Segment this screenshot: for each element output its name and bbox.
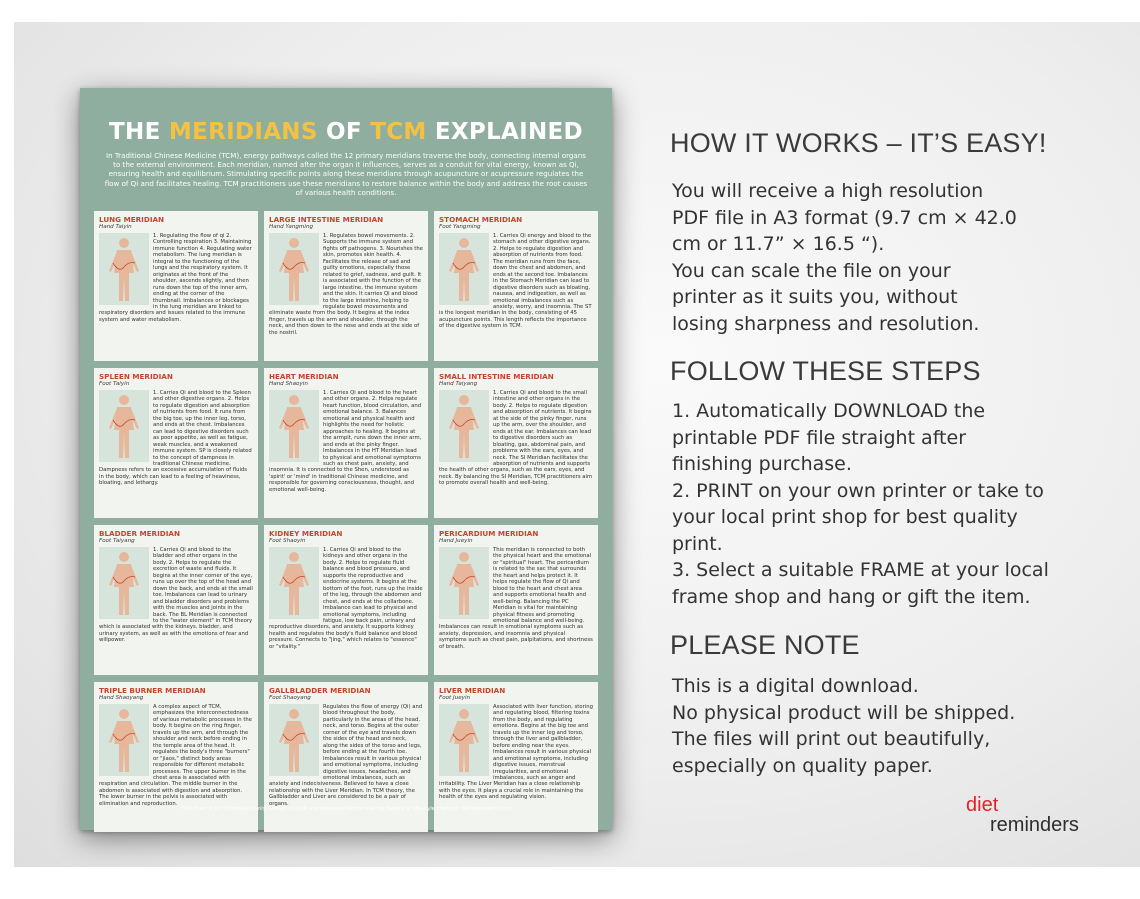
meridian-card-body bbox=[269, 547, 423, 650]
brand-logo-diet: diet bbox=[966, 794, 999, 816]
meridian-card-subtitle: Foot Shaoyin bbox=[269, 538, 306, 544]
how-line: printer as it suits you, without bbox=[672, 286, 958, 308]
brand-logo-reminders: reminders bbox=[990, 814, 1079, 836]
note-line: The files will print out beautifully, bbox=[672, 728, 991, 750]
meridian-card-body bbox=[439, 390, 593, 487]
note-line: This is a digital download. bbox=[672, 675, 919, 697]
meridian-card-subtitle: Foot Shaoyang bbox=[269, 695, 311, 701]
meridian-card-text: 1. Carries Qi and blood to the Spleen and other digestive organs. 2. Helps to regulate digestion and absorption of nutrients from food. It runs from the big toe, up the inner leg, torso, and ends at the chest. Imbalances can lead to digestive disorders such as poor appetite, as well as fatigue, weak muscles, and a weakened immune system. SP is closely related to the concept of dampness in traditional Chinese medicine. Dampness refers to an excessive accumulation of fluids in the body, which can lead to a feeling of heaviness, bloating, and lethargy. bbox=[99, 390, 252, 487]
body-figure-illustration bbox=[269, 390, 319, 462]
meridian-card bbox=[264, 525, 428, 675]
meridian-card-subtitle: Hand Jueyin bbox=[439, 538, 473, 544]
meridian-card bbox=[434, 525, 598, 675]
meridian-card-text: A complex aspect of TCM, emphasizes the interconnectedness of various metabolic processes in the body. It begins on the ring finger, travels up the arm, and through the shoulder and neck before ending in the temple area of the head. It regulates the body's three "burners" or "jiaos," distinct body areas responsible for different metabolic processes. The upper burner in the chest area is associated with respiration and circulation. The middle burner in the abdomen is associated with digestion and absorption. The lower burner in the pelvis is associated with elimination and reproduction. bbox=[99, 704, 253, 807]
body-figure-illustration bbox=[269, 233, 319, 305]
meridian-card-title: KIDNEY MERIDIAN bbox=[269, 529, 343, 538]
meridian-card-subtitle: Foot Taiyin bbox=[99, 381, 130, 387]
meridian-card-body bbox=[99, 390, 253, 487]
body-figure-illustration bbox=[439, 233, 489, 305]
meridian-card-subtitle: Hand Taiyang bbox=[439, 381, 478, 387]
step-line: 1. Automatically DOWNLOAD the bbox=[672, 400, 986, 422]
meridian-card-title: LIVER MERIDIAN bbox=[439, 686, 506, 695]
meridian-card-text: 1. Carries Qi and blood to the kidneys and other organs in the body. 2. Helps to regulate fluid balance and blood pressure, and supports the reproductive and endocrine systems. It begins at the bottom of the foot, runs up the inside of the leg, through the abdomen and chest, and ends at the collarbone. Imbalance can lead to physical and emotional symptoms, including fatigue, low back pain, urinary and reproductive disorders, and anxiety. It supports kidney health and regulates the body's fluid balance and blood pressure. Connects to "jing," which relates to "essence" or "vitality." bbox=[269, 547, 423, 650]
step-line: printable PDF file straight after bbox=[672, 426, 967, 449]
meridian-card-body bbox=[439, 233, 593, 330]
poster-disclaimer: This chart is for information only. Always consult a professional before making dietary or life-style changes. dietreminders.com bbox=[181, 806, 511, 812]
meridian-card-body bbox=[99, 233, 253, 323]
meridian-card-title: GALLBLADDER MERIDIAN bbox=[269, 686, 371, 695]
meridian-card bbox=[264, 211, 428, 361]
meridian-card-text: 1. Carries Qi and blood to the heart and other organs. 2. Helps regulate heart function, blood circulation, and emotional balance. 3. Balances emotional and physical health and highlights the need for holistic approaches to healing. It begins at the armpit, runs down the inner arm, and ends at the pinky finger. Imbalances in the HT Meridian lead to physical and emotional symptoms such as chest pain, anxiety, and insomnia. It is connected to the Shen, understood as 'spirit' or 'mind' in traditional Chinese medicine, and responsible for governing consciousness, thought, and emotional well-being. bbox=[269, 390, 422, 493]
meridian-card-subtitle: Foot Taiyang bbox=[99, 538, 135, 544]
body-figure-illustration bbox=[439, 547, 489, 619]
meridian-card bbox=[94, 368, 258, 518]
title-part-of: OF bbox=[317, 119, 371, 145]
meridian-card-text: 1. Carries Qi and blood to the bladder and other organs in the body. 2. Helps to regulate the excretion of waste and fluids. It begins at the inner corner of the eye, runs up over the top of the head and down the back, and ends at the small toe. Imbalances can lead to urinary and bladder disorders and problems with the muscles and joints in the back. The BL Meridian is connected to the "water element" in TCM theory which is associated with the kidneys, bladder, and urinary system, as well as with the emotions of fear and willpower. bbox=[99, 547, 253, 644]
meridian-card-body bbox=[269, 390, 423, 493]
title-part-the: THE bbox=[109, 119, 169, 145]
step-line: 2. PRINT on your own printer or take to bbox=[672, 479, 1044, 502]
step-line: finishing purchase. bbox=[672, 453, 852, 475]
body-figure-illustration bbox=[439, 390, 489, 462]
follow-steps-heading: FOLLOW THESE STEPS bbox=[670, 356, 981, 386]
meridian-card-subtitle: Hand Shaoyin bbox=[269, 381, 308, 387]
meridian-card-title: BLADDER MERIDIAN bbox=[99, 529, 180, 538]
meridian-card-text: 1. Regulates bowel movements. 2. Supports the immune system and fights off pathogens. 3. Nourishes the skin, promotes skin health. 4. Facilitates the release of sad and guilty emotions, especially those related to grief, sadness, and guilt. It is associated with the function of the large intestine, the immune system and the skin. It carries Qi and blood to the large intestine, helping to regulate bowel movements and eliminate waste from the body. It begins at the index finger, travels up the arm and shoulder, through the neck, and then down to the nose and ends at the side of the nostril. bbox=[269, 233, 423, 336]
meridian-card bbox=[94, 525, 258, 675]
title-part-meridians: MERIDIANS bbox=[168, 119, 318, 145]
meridian-card-subtitle: Hand Yangming bbox=[269, 224, 314, 230]
how-line: PDF file in A3 format (9.7 cm × 42.0 bbox=[672, 206, 1017, 229]
step-line: frame shop and hang or gift the item. bbox=[672, 585, 1031, 608]
how-line: You will receive a high resolution bbox=[672, 180, 984, 202]
note-line: especially on quality paper. bbox=[672, 754, 933, 777]
body-figure-illustration bbox=[269, 547, 319, 619]
meridian-card-title: HEART MERIDIAN bbox=[269, 372, 339, 381]
meridian-card bbox=[434, 368, 598, 518]
how-it-works-heading: HOW IT WORKS – IT’S EASY! bbox=[670, 128, 1047, 158]
meridian-card bbox=[94, 211, 258, 361]
meridian-card-title: STOMACH MERIDIAN bbox=[439, 215, 523, 224]
how-line: You can scale the file on your bbox=[672, 259, 951, 282]
meridian-card-body bbox=[269, 704, 423, 807]
step-line: your local print shop for best quality bbox=[672, 506, 1018, 528]
meridian-card-body bbox=[439, 704, 593, 801]
meridian-card-subtitle: Foot Jueyin bbox=[439, 695, 471, 701]
meridian-card-text: 1. Carries Qi energy and blood to the stomach and other digestive organs. 2. Helps to regulate digestion and absorption of nutrients from food. The meridian runs from the face, down the chest and abdomen, and ends at the second toe. Imbalances in the Stomach Meridian can lead to digestive disorders such as bloating, nausea, and indigestion, as well as emotional imbalances such as anxiety, worry, and insomnia. The ST is the longest meridian in the body, consisting of 45 acupuncture points. This length reflects the importance of the digestive system in TCM. bbox=[439, 233, 592, 330]
meridian-card-body bbox=[99, 547, 253, 644]
poster-intro: In Traditional Chinese Medicine (TCM), energy pathways called the 12 primary meridians traverse the body, connecting internal organs to the external environment. Each meridian, named after the organ it influences, serves as a conduit for vital energy, known as Qi, ensuring health and equilibrium. Stimulating specific points along these meridians through acupuncture or acupressure regulates the flow of Qi and facilitates healing. TCM practitioners use these meridians to restore balance within the body and address the root causes of various health conditions. bbox=[104, 151, 588, 197]
please-note-heading: PLEASE NOTE bbox=[670, 630, 860, 660]
note-line: No physical product will be shipped. bbox=[672, 701, 1016, 724]
meridian-card-subtitle: Foot Yangming bbox=[439, 224, 481, 230]
meridian-card-title: TRIPLE BURNER MERIDIAN bbox=[99, 686, 206, 695]
meridian-card bbox=[434, 211, 598, 361]
meridian-card-body bbox=[99, 704, 253, 807]
meridian-card-text: This meridian is connected to both the physical heart and the emotional or "spiritual" heart. The pericardium is related to the sac that surrounds the heart and helps protect it. It helps regulate the flow of Qi and blood to the heart and chest area and supports emotional health and well-being. Balancing the PC Meridian is vital for maintaining physical fitness and promoting emotional balance and well-being. Imbalances can result in emotional symptoms such as anxiety, depression, and insomnia and physical symptoms such as chest pain, palpitations, and shortness of breath. bbox=[439, 547, 593, 650]
how-line: cm or 11.7” × 16.5 “). bbox=[672, 233, 885, 255]
meridian-card-text: 1. Regulating the flow of qi 2. Controlling respiration 3. Maintaining immune function 4. Regulating water metabolism. The lung meridian is integral to the functioning of the lungs and the respiratory system. It originates at the front of the shoulder, ascends slightly, and then runs down the top of the inner arm, ending at the corner of the thumbnail. Imbalances or blockages in the lung meridian are linked to respiratory disorders and issues related to the immune system and water metabolism. bbox=[99, 233, 252, 323]
body-figure-illustration bbox=[99, 390, 149, 462]
step-line: 3. Select a suitable FRAME at your local bbox=[672, 559, 1049, 581]
meridian-card-grid bbox=[94, 211, 598, 831]
meridian-card-text: 1. Carries Qi and blood to the small intestine and other organs in the body. 2. Helps to regulate digestion and absorption of nutrients. It begins at the side of the pinky finger, runs up the arm, over the shoulder, and ends at the ear. Imbalances can lead to digestive disorders such as bloating, gas, abdominal pain, and problems with the ears, eyes, and neck. The SI Meridian facilitates the absorption of nutrients and supports the health of other organs, such as the ears, eyes, and neck. By balancing the SI Meridian, TCM practitioners aim to promote overall health and well-being. bbox=[439, 390, 593, 487]
meridian-card-text: Regulates the flow of energy (Qi) and blood throughout the body, particularly in the areas of the head, neck, and torso. Begins at the outer corner of the eye and travels down the sides of the head and neck, along the sides of the torso and legs, before ending at the fourth toe. Imbalances result in various physical and emotional symptoms, including digestive issues, headaches, and emotional imbalances, such as anxiety and indecisiveness. Believed to have a close relationship with the Liver Meridian. In TCM theory, the Gallbladder and Liver are considered to be a pair of organs. bbox=[269, 704, 423, 807]
follow-steps-text bbox=[672, 398, 1112, 610]
meridians-poster bbox=[80, 88, 612, 830]
title-part-explained: EXPLAINED bbox=[426, 119, 583, 145]
body-figure-illustration bbox=[99, 704, 149, 776]
body-figure-illustration bbox=[99, 547, 149, 619]
body-figure-illustration bbox=[269, 704, 319, 776]
meridian-card-subtitle: Hand Taiyin bbox=[99, 224, 132, 230]
meridian-card-body bbox=[439, 547, 593, 650]
product-listing-background bbox=[14, 22, 1140, 867]
meridian-card-title: LUNG MERIDIAN bbox=[99, 215, 165, 224]
step-line: print. bbox=[672, 532, 723, 555]
how-line: losing sharpness and resolution. bbox=[672, 312, 980, 335]
please-note-text bbox=[672, 673, 1112, 779]
meridian-card-title: SPLEEN MERIDIAN bbox=[99, 372, 173, 381]
meridian-card bbox=[264, 368, 428, 518]
meridian-card-title: LARGE INTESTINE MERIDIAN bbox=[269, 215, 384, 224]
meridian-card-body bbox=[269, 233, 423, 336]
body-figure-illustration bbox=[439, 704, 489, 776]
meridian-card-subtitle: Hand Shaoyang bbox=[99, 695, 144, 701]
poster-title bbox=[94, 118, 598, 146]
body-figure-illustration bbox=[99, 233, 149, 305]
brand-logo bbox=[966, 796, 1079, 836]
how-it-works-text bbox=[672, 178, 1112, 337]
meridian-card-title: PERICARDIUM MERIDIAN bbox=[439, 529, 539, 538]
meridian-card-title: SMALL INTESTINE MERIDIAN bbox=[439, 372, 554, 381]
title-part-tcm: TCM bbox=[370, 119, 427, 145]
meridian-card-text: Associated with liver function, storing and regulating blood, filtering toxins from the body, and regulating emotions. Begins at the big toe and travels up the inner leg and torso, through the liver and gallbladder, before ending near the eyes. Imbalances result in various physical and emotional symptoms, including digestive issues, menstrual irregularities, and emotional imbalances, such as anger and irritability. The Liver Meridian has a close relationship with the eyes. It plays a crucial role in maintaining the health of the eyes and regulating vision. bbox=[439, 704, 593, 801]
